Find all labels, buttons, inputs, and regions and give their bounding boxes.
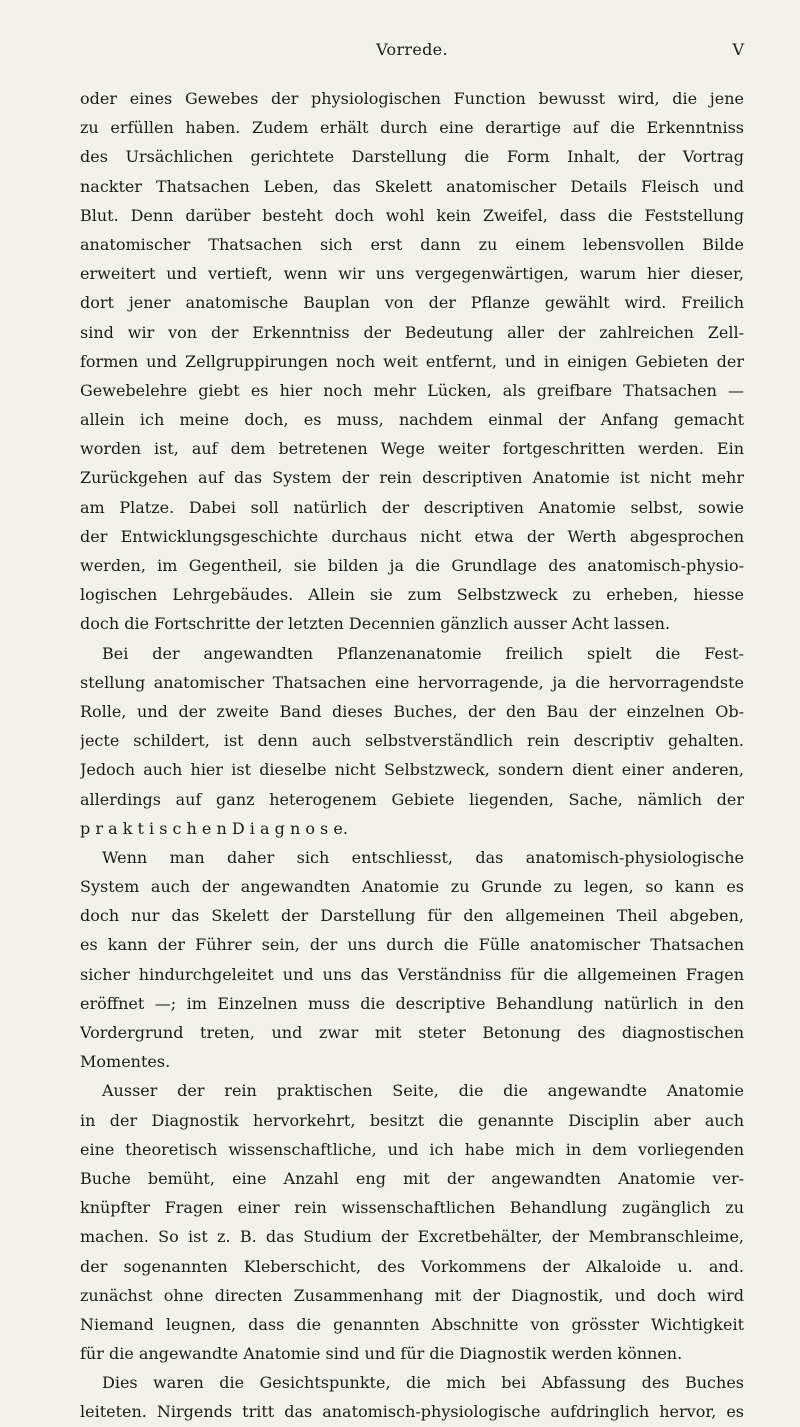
body-text [80,84,744,1427]
text-line: allerdings auf ganz heterogenem Gebiete liegenden, Sache, nämlich der [80,789,744,809]
text-line: allein ich meine doch, es muss, nachdem einmal der Anfang gemacht [80,410,744,430]
text-line: des Ursächlichen gerichtete Darstellung die Form Inhalt, der Vortrag [80,147,744,167]
text-line: Buche bemüht, eine Anzahl eng mit der angewandten Anatomie ver- [80,1168,744,1188]
text-line: Momentes. [80,1052,171,1072]
text-line: knüpfter Fragen einer rein wissenschaftlichen Behandlung zugänglich zu [80,1198,744,1218]
text-line: werden, im Gegentheil, sie bilden ja die Grundlage des anatomisch-physio- [80,556,744,575]
text-line: zu erfüllen haben. Zudem erhält durch eine derartige auf die Erkenntniss [80,118,744,138]
text-line: doch die Fortschritte der letzten Decennien gänzlich ausser Acht lassen. [80,614,671,634]
text-line: anatomischer Thatsachen sich erst dann zu einem lebensvollen Bilde [80,234,744,254]
running-header [80,40,744,64]
text-line: logischen Lehrgebäudes. Allein sie zum Selbstzweck zu erheben, hiesse [80,585,744,605]
text-line: Ausser der rein praktischen Seite, die die angewandte Anatomie [102,1081,744,1101]
text-line: in der Diagnostik hervorkehrt, besitzt die genannte Disciplin aber auch [80,1110,744,1130]
text-line: Rolle, und der zweite Band dieses Buches, der den Bau der einzelnen Ob- [80,701,744,721]
text-line: eine theoretisch wissenschaftliche, und ich habe mich in dem vorliegenden [80,1139,744,1159]
text-line: Blut. Denn darüber besteht doch wohl kein Zweifel, dass die Feststellung [80,205,744,225]
text-line: Niemand leugnen, dass die genannten Abschnitte von grösster Wichtigkeit [80,1314,744,1334]
text-line: jecte schildert, ist denn auch selbstverständlich rein descriptiv gehalten. [80,731,744,751]
text-line: Zurückgehen auf das System der rein descriptiven Anatomie ist nicht mehr [80,468,744,488]
text-line: eröffnet —; im Einzelnen muss die descriptive Behandlung natürlich in den [80,993,744,1013]
text-line: machen. So ist z. B. das Studium der Excretbehälter, der Membranschleime, [80,1227,744,1247]
text-line: es kann der Führer sein, der uns durch die Fülle anatomischer Thatsachen [80,935,744,955]
text-line: Wenn man daher sich entschliesst, das anatomisch-physiologische [102,847,744,867]
text-line: für die angewandte Anatomie sind und für die Diagnostik werden können. [80,1344,683,1364]
page-number: V [732,40,744,59]
running-title: Vorrede. [376,40,448,59]
text-line: Jedoch auch hier ist dieselbe nicht Selbstzweck, sondern dient einer anderen, [80,760,744,780]
text-line: dort jener anatomische Bauplan von der Pflanze gewählt wird. Freilich [80,293,744,313]
text-line: oder eines Gewebes der physiologischen Function bewusst wird, die jene [80,89,744,108]
text-line: Gewebelehre giebt es hier noch mehr Lücken, als greifbare Thatsachen — [80,380,744,400]
text-line: sicher hindurchgeleitet und uns das Verständniss für die allgemeinen Fragen [80,964,744,984]
text-line: am Platze. Dabei soll natürlich der descriptiven Anatomie selbst, sowie [80,497,744,517]
text-line: Vordergrund treten, und zwar mit steter Betonung des diagnostischen [80,1023,744,1042]
text-line: doch nur das Skelett der Darstellung für den allgemeinen Theil abgeben, [80,906,744,926]
text-line: Dies waren die Gesichtspunkte, die mich bei Abfassung des Buches [102,1373,744,1393]
text-line: zunächst ohne directen Zusammenhang mit der Diagnostik, und doch wird [80,1285,744,1305]
text-line: der sogenannten Kleberschicht, des Vorkommens der Alkaloide u. and. [80,1256,744,1276]
text-line: erweitert und vertieft, wenn wir uns vergegenwärtigen, warum hier dieser, [80,264,744,284]
text-line: der Entwicklungsgeschichte durchaus nicht etwa der Werth abgesprochen [80,526,744,546]
text-line: nackter Thatsachen Leben, das Skelett anatomischer Details Fleisch und [80,176,744,196]
text-line: p r a k t i s c h e n D i a g n o s e. [80,818,348,838]
text-line: leiteten. Nirgends tritt das anatomisch-physiologische aufdringlich hervor, es [80,1402,744,1422]
text-line: formen und Zellgruppirungen noch weit entfernt, und in einigen Gebieten der [80,351,744,371]
text-line: worden ist, auf dem betretenen Wege weiter fortgeschritten werden. Ein [80,439,744,459]
text-line: stellung anatomischer Thatsachen eine hervorragende, ja die hervorragendste [80,672,744,692]
text-line: System auch der angewandten Anatomie zu Grunde zu legen, so kann es [80,877,744,897]
text-line: sind wir von der Erkenntniss der Bedeutung aller der zahlreichen Zell- [80,322,744,342]
text-line: Bei der angewandten Pflanzenanatomie freilich spielt die Fest- [102,643,744,663]
